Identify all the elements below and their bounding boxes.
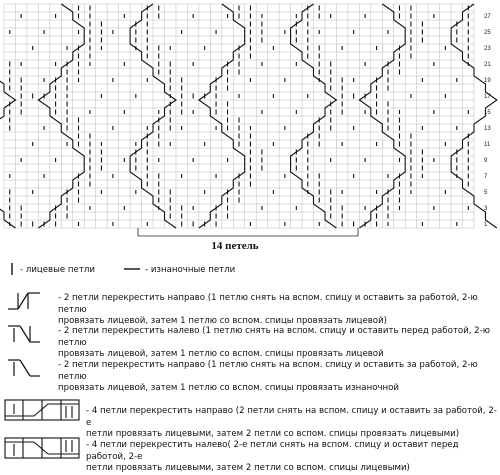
row-number: 7: [484, 174, 488, 180]
legend-item-3-line-1: - 2 петли перекрестить направо (1 петлю снять на вспом. спицу и оставить за работой, 2-ю петлю: [58, 360, 478, 382]
legend-item-5-line-2: петли провязать лицевыми, затем 2 петли со вспом. спицы лицевыми): [86, 463, 410, 473]
purl-stitch-icon: [122, 262, 142, 276]
row-number: 3: [484, 206, 488, 212]
legend-item-1-line-1: - 2 петли перекрестить направо (1 петлю снять на вспом. спицу и оставить за работой, 2-ю петлю: [58, 293, 478, 315]
row-number: 13: [484, 126, 491, 132]
legend-item-3-line-2: провязать лицевой, затем 1 петлю со вспом. спицы провязать изнаночной: [58, 383, 399, 393]
purl-label: - изнаночные петли: [145, 265, 236, 275]
row-number: 19: [484, 78, 491, 84]
row-number: 5: [484, 190, 488, 196]
row-number: 17: [484, 94, 491, 100]
row-number: 15: [484, 110, 491, 116]
legend-item-1-line-2: провязать лицевой, затем 1 петлю со вспом. спицы провязать лицевой): [58, 316, 388, 326]
legend-item-4-line-2: петли провязать лицевыми, затем 2 петли со вспом. спицы провязать лицевыми): [86, 429, 460, 439]
cable-4-left-icon: [4, 436, 80, 460]
legend-item-4-line-1: - 4 петли перекрестить направо (2 петли снять на вспом. спицу и оставить за работой, 2-е: [86, 406, 497, 428]
knit-label: - лицевые петли: [20, 265, 95, 275]
row-numbers: [484, 14, 491, 228]
row-number: 25: [484, 30, 491, 36]
cable-4-right-icon: [4, 398, 80, 422]
cable-2-right-icon: [6, 289, 42, 311]
legend-item-2-line-1: - 2 петли перекрестить налево (1 петлю снять на вспом. спицу и оставить перед работой, 2-ю петлю: [58, 326, 490, 348]
row-number: 21: [484, 62, 491, 68]
row-number: 1: [484, 222, 488, 228]
row-number: 11: [484, 142, 491, 148]
row-number: 27: [484, 14, 491, 20]
legend-item-5-line-1: - 4 петли перекрестить налево( 2-е петли снять на вспом. спицу и оставит перед работой, 2-е: [86, 440, 459, 462]
knit-stitch-icon: [5, 262, 19, 276]
repeat-bracket: [138, 228, 358, 236]
legend-item-2-line-2: провязать лицевой, затем 1 петлю со вспом. спицы провязать лицевой: [58, 349, 384, 359]
cable-2-right-purl-icon: [6, 356, 42, 378]
cable-2-left-icon: [6, 322, 42, 344]
repeat-caption: 14 петель: [211, 240, 259, 252]
row-number: 9: [484, 158, 488, 164]
row-number: 23: [484, 46, 491, 52]
